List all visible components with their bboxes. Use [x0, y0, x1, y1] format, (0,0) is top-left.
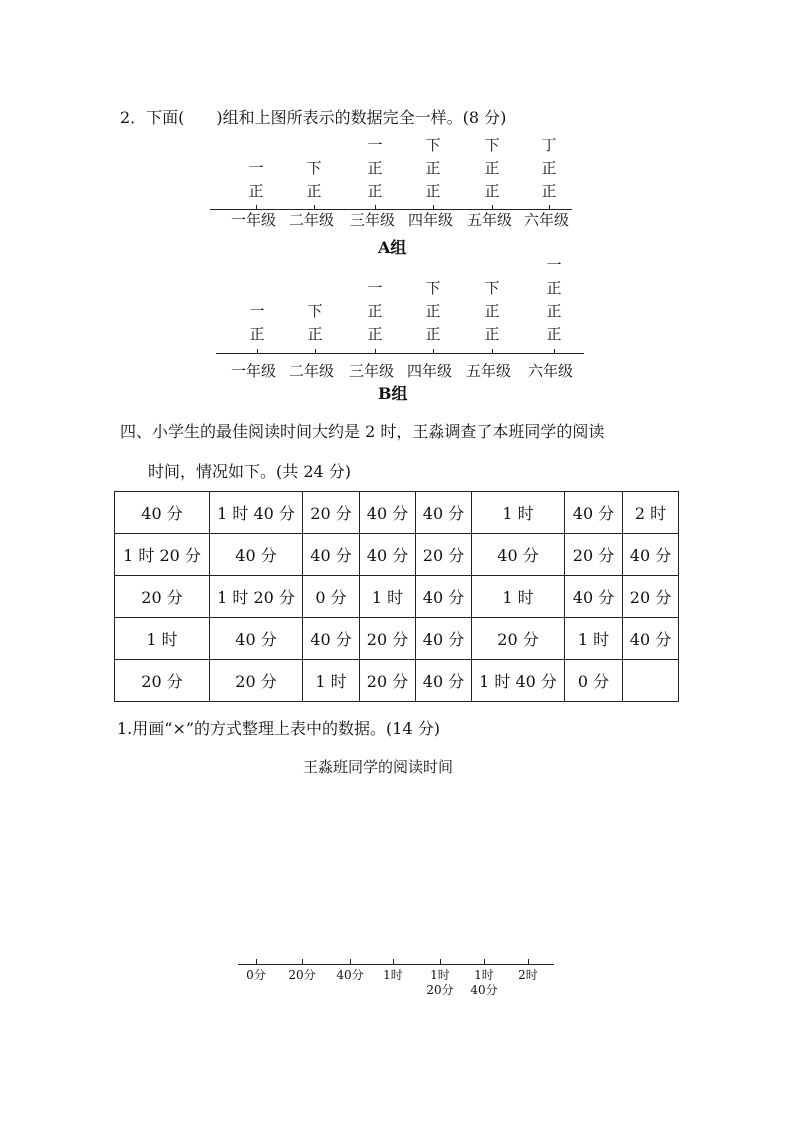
chart-axis-label: 20分	[288, 968, 316, 982]
group-a-grade-label: 一年级	[231, 211, 277, 229]
group-b-grade-label: 四年级	[407, 362, 453, 380]
table-cell: 20 分	[360, 660, 416, 702]
table-row	[115, 492, 679, 534]
group-a-tally-mark: 正	[306, 182, 322, 200]
group-a-grade-label: 五年级	[467, 211, 513, 229]
group-a-tally-mark: 正	[541, 159, 557, 177]
table-cell: 20 分	[303, 492, 360, 534]
table-cell: 40 分	[565, 576, 623, 618]
table-cell: 40 分	[210, 618, 303, 660]
group-b-axis	[216, 353, 584, 354]
chart-axis-label: 20分	[426, 983, 454, 997]
group-b-grade-label: 一年级	[231, 362, 277, 380]
group-a-grade-label: 三年级	[350, 211, 396, 229]
group-b-grade-label: 三年级	[349, 362, 395, 380]
group-b-tally-mark: 正	[546, 325, 562, 343]
chart-axis-label: 1时	[474, 968, 494, 982]
table-cell: 20 分	[623, 576, 679, 618]
group-a-tally-mark: 正	[367, 182, 383, 200]
group-b-tally-mark: 下	[425, 279, 441, 297]
table-cell: 40 分	[360, 492, 416, 534]
table-row	[115, 660, 679, 702]
table-cell: 0 分	[303, 576, 360, 618]
group-b-label: B组	[378, 384, 408, 403]
group-a-tally-mark: 下	[484, 136, 500, 154]
chart-axis-tick	[350, 959, 351, 964]
table-cell	[623, 660, 679, 702]
chart-axis-label: 1时	[430, 968, 450, 982]
group-a-tally-mark: 正	[541, 182, 557, 200]
table-cell: 40 分	[210, 534, 303, 576]
chart-axis-tick	[256, 959, 257, 964]
group-b-tally-mark: 一	[367, 279, 383, 297]
table-cell: 40 分	[416, 576, 472, 618]
table-row	[115, 618, 679, 660]
table-cell: 20 分	[115, 660, 210, 702]
table-cell: 1 时	[472, 492, 565, 534]
table-cell: 20 分	[472, 618, 565, 660]
group-b-tally-mark: 正	[546, 302, 562, 320]
group-a-tally-mark: 正	[367, 159, 383, 177]
group-b-tally-mark: 一	[249, 302, 265, 320]
reading-time-table	[114, 491, 679, 702]
group-b-grade-label: 六年级	[528, 362, 574, 380]
question-4-line2: 时间，情况如下。(共 24 分)	[148, 462, 352, 481]
chart-axis-label: 40分	[470, 983, 498, 997]
group-b-tally-mark: 正	[484, 302, 500, 320]
table-cell: 1 时	[472, 576, 565, 618]
table-cell: 1 时 40 分	[210, 492, 303, 534]
group-b-chart	[0, 0, 794, 410]
chart-axis-tick	[528, 959, 529, 964]
chart-axis-tick	[440, 959, 441, 964]
table-cell: 0 分	[565, 660, 623, 702]
group-b-tally-mark: 正	[249, 325, 265, 343]
chart-title: 王淼班同学的阅读时间	[303, 758, 454, 776]
group-a-grade-label: 六年级	[524, 211, 570, 229]
table-cell: 1 时	[360, 576, 416, 618]
group-a-tally-mark: 正	[484, 159, 500, 177]
group-b-tally-mark: 正	[546, 279, 562, 297]
table-cell: 20 分	[210, 660, 303, 702]
group-b-tally-mark: 一	[546, 256, 562, 274]
chart-axis-label: 40分	[336, 968, 364, 982]
group-a-label: A组	[378, 238, 407, 257]
group-a-tally-mark: 一	[248, 159, 264, 177]
chart-axis-tick	[302, 959, 303, 964]
table-cell: 40 分	[472, 534, 565, 576]
table-cell: 1 时 20 分	[210, 576, 303, 618]
table-cell: 40 分	[416, 660, 472, 702]
table-cell: 20 分	[115, 576, 210, 618]
group-a-tally-mark: 一	[367, 136, 383, 154]
table-cell: 40 分	[565, 492, 623, 534]
group-b-tally-mark: 正	[367, 302, 383, 320]
group-a-tally-mark: 正	[425, 159, 441, 177]
table-cell: 40 分	[623, 534, 679, 576]
reading-chart-axis	[238, 964, 554, 965]
group-b-tally-mark: 下	[307, 302, 323, 320]
question-4-line1: 四、小学生的最佳阅读时间大约是 2 时，王淼调查了本班同学的阅读	[120, 422, 605, 441]
table-cell: 40 分	[360, 534, 416, 576]
group-a-tally-mark: 正	[248, 182, 264, 200]
table-cell: 40 分	[303, 618, 360, 660]
sub-question-1: 1.用画“×”的方式整理上表中的数据。(14 分)	[117, 719, 440, 738]
table-cell: 40 分	[416, 618, 472, 660]
chart-axis-label: 1时	[383, 968, 403, 982]
chart-axis-label: 0分	[246, 968, 266, 982]
group-a-tally-mark: 下	[425, 136, 441, 154]
group-b-grade-label: 五年级	[466, 362, 512, 380]
table-row	[115, 576, 679, 618]
table-cell: 1 时 40 分	[472, 660, 565, 702]
group-b-grade-label: 二年级	[289, 362, 335, 380]
table-cell: 1 时 20 分	[115, 534, 210, 576]
table-cell: 1 时	[565, 618, 623, 660]
group-b-tally-mark: 下	[484, 279, 500, 297]
table-cell: 20 分	[565, 534, 623, 576]
group-b-tally-mark: 正	[307, 325, 323, 343]
group-a-grade-label: 四年级	[408, 211, 454, 229]
table-row	[115, 534, 679, 576]
table-cell: 1 时	[303, 660, 360, 702]
chart-axis-label: 2时	[518, 968, 538, 982]
group-a-tally-mark: 正	[425, 182, 441, 200]
group-b-tally-mark: 正	[367, 325, 383, 343]
question-2-text: 2．下面( )组和上图所表示的数据完全一样。(8 分)	[120, 108, 507, 127]
group-a-tally-mark: 下	[306, 159, 322, 177]
chart-axis-tick	[484, 959, 485, 964]
group-a-grade-label: 二年级	[289, 211, 335, 229]
table-cell: 40 分	[303, 534, 360, 576]
group-b-tally-mark: 正	[425, 302, 441, 320]
table-cell: 1 时	[115, 618, 210, 660]
table-cell: 40 分	[115, 492, 210, 534]
group-b-tally-mark: 正	[425, 325, 441, 343]
group-a-tally-mark: 正	[484, 182, 500, 200]
table-cell: 40 分	[416, 492, 472, 534]
group-b-tally-mark: 正	[484, 325, 500, 343]
group-a-tally-mark: 丁	[541, 136, 557, 154]
chart-axis-tick	[393, 959, 394, 964]
table-cell: 2 时	[623, 492, 679, 534]
table-cell: 40 分	[623, 618, 679, 660]
table-cell: 20 分	[416, 534, 472, 576]
table-cell: 20 分	[360, 618, 416, 660]
